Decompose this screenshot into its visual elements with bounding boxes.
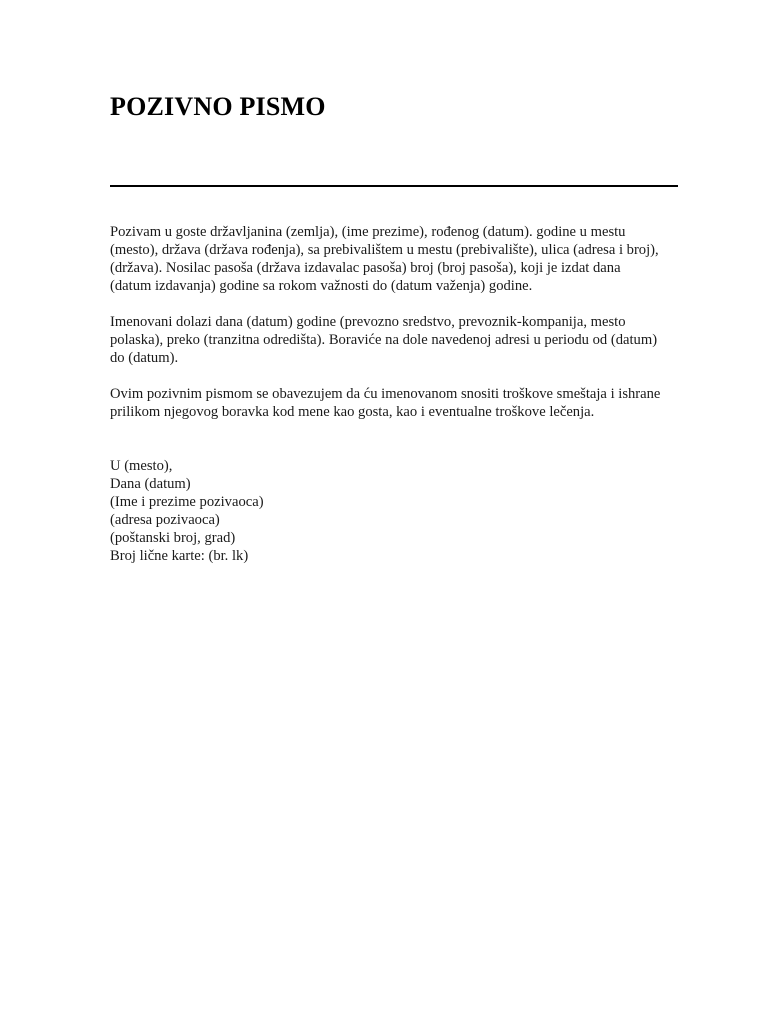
paragraph-invitation-details [110, 223, 710, 295]
signature-place: U (mesto), [110, 458, 173, 474]
signature-inviter-address: (adresa pozivaoca) [110, 512, 220, 528]
paragraph-line: (država). Nosilac pasoša (država izdavalac pasoša) broj (broj pasoša), koji je izdat dana [110, 260, 621, 276]
letter-body [110, 223, 710, 565]
paragraph-line: polaska), preko (tranzitna odredišta). Boraviće na dole navedenoj adresi u periodu od (datum) [110, 332, 658, 348]
paragraph-line: Pozivam u goste državljanina (zemlja), (ime prezime), rođenog (datum). godine u mestu [110, 224, 626, 240]
paragraph-travel-details [110, 313, 710, 367]
paragraph-line: prilikom njegovog boravka kod mene kao gosta, kao i eventualne troškove lečenja. [110, 404, 595, 420]
signature-postal-city: (poštanski broj, grad) [110, 530, 236, 546]
title-underline [110, 185, 678, 187]
signature-block [110, 457, 710, 565]
paragraph-line: Ovim pozivnim pismom se obavezujem da ću imenovanom snositi troškove smeštaja i ishrane [110, 386, 661, 402]
paragraph-line: (mesto), država (država rođenja), sa prebivalištem u mestu (prebivalište), ulica (adresa i broj), [110, 242, 659, 258]
paragraph-line: Imenovani dolazi dana (datum) godine (prevozno sredstvo, prevoznik-kompanija, mesto [110, 314, 626, 330]
signature-date: Dana (datum) [110, 476, 191, 492]
signature-inviter-name: (Ime i prezime pozivaoca) [110, 494, 264, 510]
paragraph-line: do (datum). [110, 350, 179, 366]
signature-id-card-number: Broj lične karte: (br. lk) [110, 548, 249, 564]
document-title: POZIVNO PISMO [110, 92, 326, 121]
paragraph-line: (datum izdavanja) godine sa rokom važnosti do (datum važenja) godine. [110, 278, 533, 294]
paragraph-obligation [110, 385, 710, 421]
